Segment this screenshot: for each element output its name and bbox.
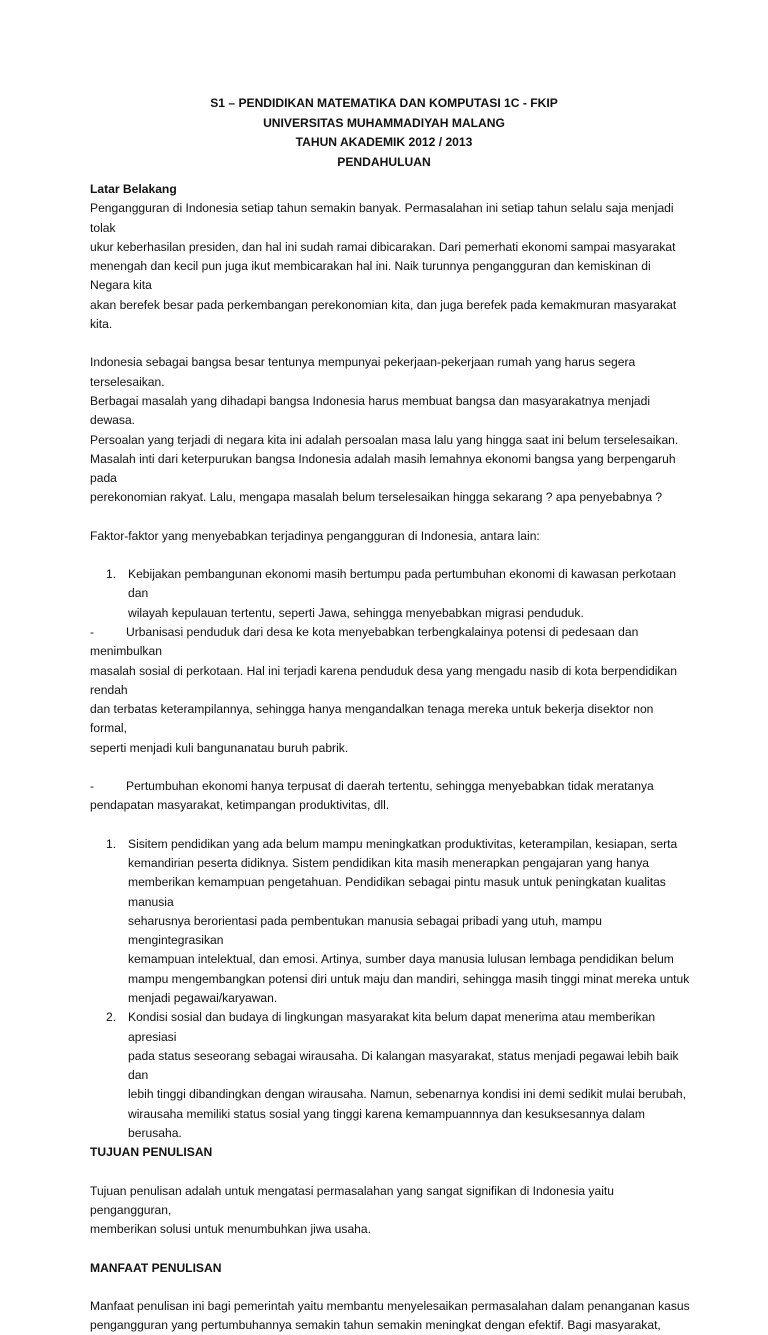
text-line: Tujuan penulisan adalah untuk mengatasi permasalahan yang sangat signifikan di Indonesia yaitu pengangguran, [90,1183,614,1217]
text-line: ukur keberhasilan presiden, dan hal ini sudah ramai dibicarakan. Dari pemerhati ekonomi sampai masyarakat [90,239,676,254]
text-line: Pengangguran di Indonesia setiap tahun semakin banyak. Permasalahan ini setiap tahun selalu saja menjadi tolak [90,201,674,235]
text-line: wirausaha memiliki status sosial yang tinggi karena kemampuannnya dan kesuksesannya dalam berusaha. [128,1106,645,1141]
list-item [90,565,690,623]
text-line: pengangguran yang pertumbuhannya semakin tahun semakin meningkat dengan efektif. Bagi masyarakat, [90,1318,661,1333]
list-number: 1. [106,836,117,851]
text-line: perekonomian rakyat. Lalu, mengapa masalah belum terselesaikan hingga sekarang ? apa penyebabnya ? [90,490,663,505]
text-line: Masalah inti dari keterpurukan bangsa Indonesia adalah masih lemahnya ekonomi bangsa yang berpengaruh pada [90,451,676,486]
text-line: Kondisi sosial dan budaya di lingkungan masyarakat kita belum dapat menerima atau memberikan apresiasi [128,1010,656,1044]
header-program: S1 – PENDIDIKAN MATEMATIKA DAN KOMPUTASI 1C - FKIP [210,96,558,110]
dash-item [90,623,690,758]
paragraph-manfaat [90,1297,690,1335]
document-header [0,94,768,172]
text-line: menjadi pegawai/karyawan. [128,990,278,1005]
text-line: memberikan solusi untuk menumbuhkan jiwa usaha. [90,1222,371,1237]
document-body [90,180,690,1335]
text-line: Persoalan yang terjadi di negara kita ini adalah persoalan masa lalu yang hingga saat ini belum terselesaikan. [90,432,679,447]
paragraph-tujuan [90,1182,690,1240]
text-line: Urbanisasi penduduk dari desa ke kota menyebabkan terbengkalainya potensi di pedesaan dan menimbulkan [90,624,639,659]
heading-manfaat-penulisan: MANFAAT PENULISAN [90,1260,222,1275]
list-item [90,835,690,1009]
text-line: Sisitem pendidikan yang ada belum mampu meningkatkan produktivitas, keterampilan, kesiapan, serta [128,836,678,851]
text-line: Kebijakan pembangunan ekonomi masih bertumpu pada pertumbuhan ekonomi di kawasan perkotaan dan [128,567,676,601]
text-line: pendapatan masyarakat, ketimpangan produktivitas, dll. [90,798,390,813]
text-line: seharusnya berorientasi pada pembentukan manusia sebagai pribadi yang utuh, mampu mengintegrasikan [128,913,602,948]
text-line: seperti menjadi kuli bangunanatau buruh pabrik. [90,740,349,755]
text-line: Pertumbuhan ekonomi hanya terpusat di daerah tertentu, sehingga menyebabkan tidak meratanya [126,779,654,794]
text-line: memberikan kemampuan pengetahuan. Pendidikan sebagai pintu masuk untuk peningkatan kualitas manusia [128,875,666,909]
text-line: dan terbatas keterampilannya, sehingga hanya mengandalkan tenaga mereka untuk bekerja disektor non formal, [90,702,654,736]
text-line: akan berefek besar pada perkembangan perekonomian kita, dan juga berefek pada kemakmuran masyarakat kita. [90,297,677,332]
text-line: Indonesia sebagai bangsa besar tentunya mempunyai pekerjaan-pekerjaan rumah yang harus segera terselesaikan. [90,355,636,389]
list-number: 2. [106,1010,117,1025]
text-line: pada status seseorang sebagai wirausaha. Di kalangan masyarakat, status menjadi pegawai lebih baik dan [128,1048,679,1083]
header-university: UNIVERSITAS MUHAMMADIYAH MALANG [263,115,505,130]
header-academic-year: TAHUN AKADEMIK 2012 / 2013 [295,135,473,149]
text-line: masalah sosial di perkotaan. Hal ini terjadi karena penduduk desa yang mengadu nasib di kota berpendidikan rendah [90,663,677,697]
dash-bullet: - [90,779,95,794]
list-number: 1. [106,567,117,582]
list-item [90,1008,690,1143]
heading-tujuan-penulisan: TUJUAN PENULISAN [90,1145,213,1160]
dash-bullet: - [90,624,95,639]
header-section-title: PENDAHULUAN [337,154,431,169]
paragraph-3: Faktor-faktor yang menyebabkan terjadinya pengangguran di Indonesia, antara lain: [90,528,540,543]
text-line: kemandirian peserta didiknya. Sistem pendidikan kita masih menerapkan pengajaran yang hanya [128,855,650,870]
text-line: Manfaat penulisan ini bagi pemerintah yaitu membantu menyelesaikan permasalahan dalam penanganan kasus [90,1298,690,1313]
text-line: mampu mengembangkan potensi diri untuk maju dan mandiri, sehingga masih tinggi minat mereka untuk [128,971,690,986]
paragraph-1 [90,199,690,334]
text-line: lebih tinggi dibandingkan dengan wirausaha. Namun, sebenarnya kondisi ini demi sedikit mulai berubah, [128,1087,687,1102]
text-line: kemampuan intelektual, dan emosi. Artinya, sumber daya manusia lulusan lembaga pendidikan belum [128,952,674,967]
dash-item [90,777,690,816]
text-line: wilayah kepulauan tertentu, seperti Jawa, sehingga menyebabkan migrasi penduduk. [128,605,584,620]
text-line: menengah dan kecil pun juga ikut membicarakan hal ini. Naik turunnya pengangguran dan kemiskinan di Negara kita [90,259,651,293]
heading-latar-belakang: Latar Belakang [90,182,177,196]
paragraph-2 [90,353,690,507]
text-line: Berbagai masalah yang dihadapi bangsa Indonesia harus membuat bangsa dan masyarakatnya menjadi dewasa. [90,393,651,428]
